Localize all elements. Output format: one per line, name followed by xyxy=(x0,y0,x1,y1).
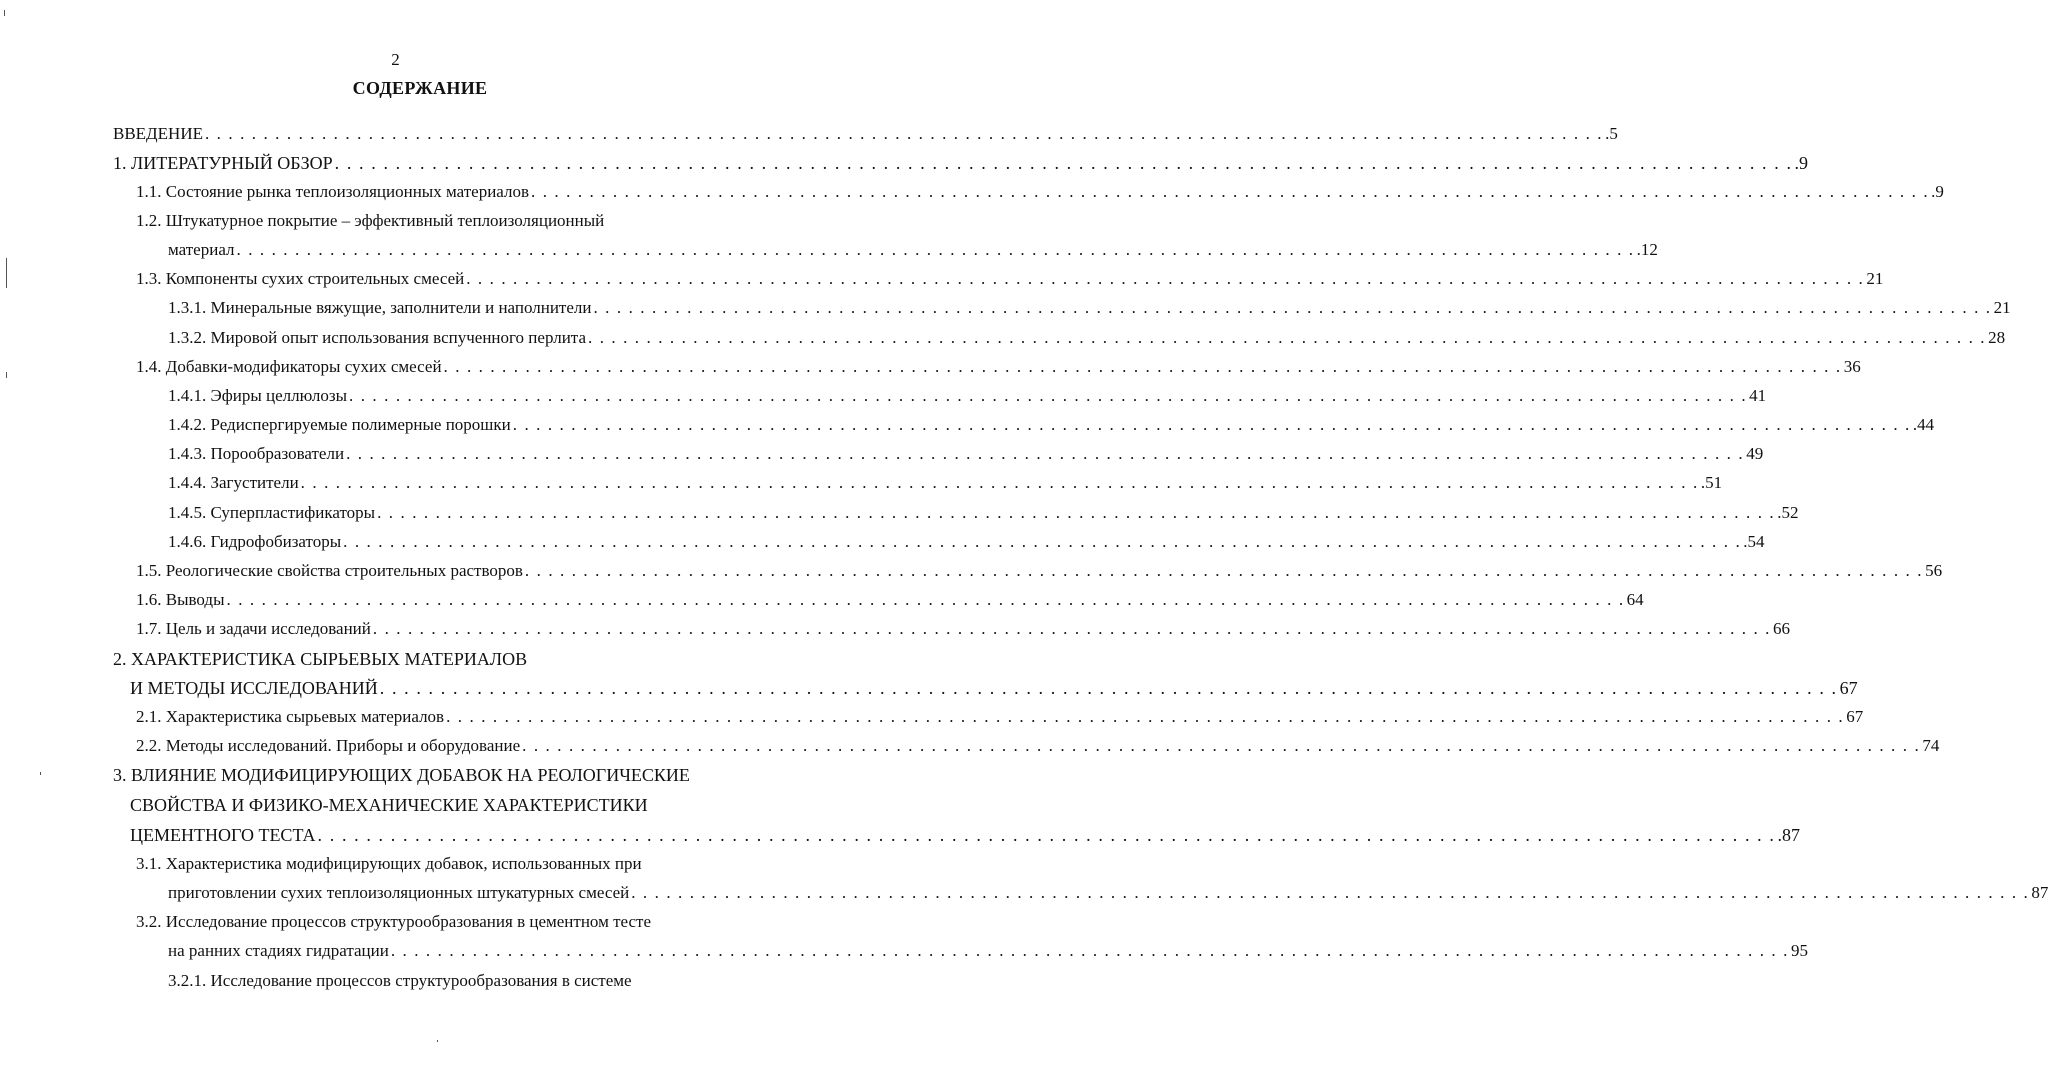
toc-page-number: 49 xyxy=(1746,444,1764,463)
toc-leader-dots: . . . . . . . . . . . . . . . . . . . . . . . . . . . . . . . . . . . . . . . . . . . . . . . . . . . . . . . . . . . . . . . . . . . . . . . . . . . . . . . . . . . . . . . . . . . . . . . . . . . . . . . . . . . . . . . . . . . . . . . . xyxy=(593,298,1992,317)
toc-page-number: 41 xyxy=(1749,386,1767,405)
toc-entry xyxy=(168,969,632,993)
toc-entry-title: 3.2.1. Исследование процессов структурообразования в системе xyxy=(168,971,632,990)
toc-page-number: 95 xyxy=(1790,941,1808,960)
toc-entry-title: 1.3.2. Мировой опыт использования вспученного перлита xyxy=(168,328,586,347)
toc-page-number: 28 xyxy=(1988,328,2006,347)
toc-entry xyxy=(113,763,690,787)
toc-entry-title: И МЕТОДЫ ИССЛЕДОВАНИЙ xyxy=(130,678,378,698)
page-number: 2 xyxy=(391,50,400,69)
toc-entry xyxy=(130,823,1800,847)
toc-leader-dots: . . . . . . . . . . . . . . . . . . . . . . . . . . . . . . . . . . . . . . . . . . . . . . . . . . . . . . . . . . . . . . . . . . . . . . . . . . . . . . . . . . . . . . . . . . . . . . . . . . . . . . . . . . . . . . . . . . . . . . . . xyxy=(466,269,1865,288)
toc-entry-title: 3. ВЛИЯНИЕ МОДИФИЦИРУЮЩИХ ДОБАВОК НА РЕОЛОГИЧЕСКИЕ xyxy=(113,765,690,785)
toc-entry-title: 1. ЛИТЕРАТУРНЫЙ ОБЗОР xyxy=(113,153,333,173)
page-title: СОДЕРЖАНИЕ xyxy=(352,78,488,98)
toc-leader-dots: . . . . . . . . . . . . . . . . . . . . . . . . . . . . . . . . . . . . . . . . . . . . . . . . . . . . . . . . . . . . . . . . . . . . . . . . . . . . . . . . . . . . . . . . . . . . . . . . . . . . . . . . . . . . . . . . . . . . . . . . xyxy=(346,444,1745,463)
toc-entry-title: 2.2. Методы исследований. Приборы и оборудование xyxy=(136,736,521,755)
toc-leader-dots: . . . . . . . . . . . . . . . . . . . . . . . . . . . . . . . . . . . . . . . . . . . . . . . . . . . . . . . . . . . . . . . . . . . . . . . . . . . . . . . . . . . . . . . . . . . . . . . . . . . . . . . . . . . . . . . . . . . . . . . . xyxy=(334,153,1793,173)
toc-entry xyxy=(136,180,1944,204)
toc-leader-dots: . . . . . . . . . . . . . . . . . . . . . . . . . . . . . . . . . . . . . . . . . . . . . . . . . . . . . . . . . . . . . . . . . . . . . . . . . . . . . . . . . . . . . . . . . . . . . . . . . . . . . . . . . . . . . . . . . . . . . . . . xyxy=(377,503,1776,522)
toc-entry xyxy=(136,267,1884,291)
toc-entry xyxy=(136,209,604,233)
toc-page-number: 36 xyxy=(1843,357,1861,376)
toc-entry xyxy=(168,501,1799,525)
toc-entry-title: приготовлении сухих теплоизоляционных штукатурных смесей xyxy=(168,883,630,902)
toc-entry xyxy=(113,647,527,671)
toc-entry xyxy=(168,384,1767,408)
scan-mark xyxy=(6,372,7,378)
toc-entry-title: 1.6. Выводы xyxy=(136,590,225,609)
toc-page-number: .12 xyxy=(1636,240,1658,259)
toc-entry-title: 1.3. Компоненты сухих строительных смесей xyxy=(136,269,465,288)
toc-entry-title: 2. ХАРАКТЕРИСТИКА СЫРЬЕВЫХ МАТЕРИАЛОВ xyxy=(113,649,528,669)
toc-entry xyxy=(113,122,1618,146)
toc-page-number: 21 xyxy=(1993,298,2011,317)
scan-mark xyxy=(4,10,5,16)
toc-leader-dots: . . . . . . . . . . . . . . . . . . . . . . . . . . . . . . . . . . . . . . . . . . . . . . . . . . . . . . . . . . . . . . . . . . . . . . . . . . . . . . . . . . . . . . . . . . . . . . . . . . . . . . . . . . . . . . . . . . . . . . . . xyxy=(390,941,1789,960)
toc-page-number: .5 xyxy=(1605,124,1618,143)
toc-entry xyxy=(136,705,1864,729)
toc-entry xyxy=(136,617,1791,641)
toc-page-number: .9 xyxy=(1794,153,1809,173)
toc-page-number: 67 xyxy=(1839,678,1858,698)
toc-entry-title: СВОЙСТВА И ФИЗИКО-МЕХАНИЧЕСКИЕ ХАРАКТЕРИСТИКИ xyxy=(130,795,648,815)
toc-leader-dots: . . . . . . . . . . . . . . . . . . . . . . . . . . . . . . . . . . . . . . . . . . . . . . . . . . . . . . . . . . . . . . . . . . . . . . . . . . . . . . . . . . . . . . . . . . . . . . . . . . . . . . . . . . . . . . . . . . . . . . . . xyxy=(446,707,1845,726)
toc-page-number: 21 xyxy=(1866,269,1884,288)
toc-entry xyxy=(136,910,651,934)
toc-entry xyxy=(168,296,2011,320)
toc-entry xyxy=(168,471,1723,495)
toc-page-number: .87 xyxy=(1777,825,1800,845)
toc-leader-dots: . . . . . . . . . . . . . . . . . . . . . . . . . . . . . . . . . . . . . . . . . . . . . . . . . . . . . . . . . . . . . . . . . . . . . . . . . . . . . . . . . . . . . . . . . . . . . . . . . . . . . . . . . . . . . . . . . . . . . . . . xyxy=(204,124,1604,143)
toc-page-number: 66 xyxy=(1773,619,1791,638)
toc-entry-title: 1.5. Реологические свойства строительных растворов xyxy=(136,561,523,580)
toc-entry-title: ВВЕДЕНИЕ xyxy=(113,124,203,143)
toc-entry xyxy=(168,413,1935,437)
toc-entry-title: 1.4. Добавки-модификаторы сухих смесей xyxy=(136,357,442,376)
toc-leader-dots: . . . . . . . . . . . . . . . . . . . . . . . . . . . . . . . . . . . . . . . . . . . . . . . . . . . . . . . . . . . . . . . . . . . . . . . . . . . . . . . . . . . . . . . . . . . . . . . . . . . . . . . . . . . . . . . . . . . . . . . . xyxy=(300,473,1699,492)
toc-leader-dots: . . . . . . . . . . . . . . . . . . . . . . . . . . . . . . . . . . . . . . . . . . . . . . . . . . . . . . . . . . . . . . . . . . . . . . . . . . . . . . . . . . . . . . . . . . . . . . . . . . . . . . . . . . . . . . . . . . . . . . . . xyxy=(379,678,1838,698)
toc-leader-dots: . . . . . . . . . . . . . . . . . . . . . . . . . . . . . . . . . . . . . . . . . . . . . . . . . . . . . . . . . . . . . . . . . . . . . . . . . . . . . . . . . . . . . . . . . . . . . . . . . . . . . . . . . . . . . . . . . . . . . . . . xyxy=(443,357,1842,376)
toc-entry-title: 1.4.6. Гидрофобизаторы xyxy=(168,532,342,551)
toc-entry xyxy=(136,559,1943,583)
toc-entry-title: 3.1. Характеристика модифицирующих добавок, использованных при xyxy=(136,854,642,873)
toc-entry xyxy=(136,852,642,876)
toc-leader-dots: . . . . . . . . . . . . . . . . . . . . . . . . . . . . . . . . . . . . . . . . . . . . . . . . . . . . . . . . . . . . . . . . . . . . . . . . . . . . . . . . . . . . . . . . . . . . . . . . . . . . . . . . . . . . . . . . . . . . . . . . xyxy=(512,415,1911,434)
toc-page-number: 64 xyxy=(1626,590,1644,609)
toc-entry-title: 1.4.5. Суперпластификаторы xyxy=(168,503,376,522)
toc-entry xyxy=(168,530,1765,554)
toc-entry-title: 3.2. Исследование процессов структурообразования в цементном тесте xyxy=(136,912,652,931)
toc-page-number: .44 xyxy=(1912,415,1935,434)
toc-leader-dots: . . . . . . . . . . . . . . . . . . . . . . . . . . . . . . . . . . . . . . . . . . . . . . . . . . . . . . . . . . . . . . . . . . . . . . . . . . . . . . . . . . . . . . . . . . . . . . . . . . . . . . . . . . . . . . . . . . . . . . . . xyxy=(631,883,2030,902)
toc-page-number: 56 xyxy=(1925,561,1943,580)
toc-leader-dots: . . . . . . . . . . . . . . . . . . . . . . . . . . . . . . . . . . . . . . . . . . . . . . . . . . . . . . . . . . . . . . . . . . . . . . . . . . . . . . . . . . . . . . . . . . . . . . . . . . . . . . . . . . . . . . . . . . . . . . . . xyxy=(522,736,1921,755)
toc-leader-dots: . . . . . . . . . . . . . . . . . . . . . . . . . . . . . . . . . . . . . . . . . . . . . . . . . . . . . . . . . . . . . . . . . . . . . . . . . . . . . . . . . . . . . . . . . . . . . . . . . . . . . . . . . . . . . . . . . . . . . . . . xyxy=(317,825,1776,845)
toc-entry-title: материал xyxy=(168,240,235,259)
toc-entry xyxy=(130,793,648,817)
toc-entry-title: 1.2. Штукатурное покрытие – эффективный теплоизоляционный xyxy=(136,211,605,230)
toc-leader-dots: . . . . . . . . . . . . . . . . . . . . . . . . . . . . . . . . . . . . . . . . . . . . . . . . . . . . . . . . . . . . . . . . . . . . . . . . . . . . . . . . . . . . . . . . . . . . . . . . . . . . . . . . . . . . . . . . . . . . . . . . xyxy=(524,561,1924,580)
toc-entry xyxy=(130,676,1858,700)
toc-entry xyxy=(168,939,1808,963)
toc-entry-title: 1.1. Состояние рынка теплоизоляционных материалов xyxy=(136,182,530,201)
scan-mark xyxy=(6,258,7,288)
toc-leader-dots: . . . . . . . . . . . . . . . . . . . . . . . . . . . . . . . . . . . . . . . . . . . . . . . . . . . . . . . . . . . . . . . . . . . . . . . . . . . . . . . . . . . . . . . . . . . . . . . . . . . . . . . . . . . . . . . . . . . . . . . . xyxy=(349,386,1748,405)
toc-entry xyxy=(136,588,1644,612)
toc-entry-title: 1.4.1. Эфиры целлюлозы xyxy=(168,386,348,405)
toc-leader-dots: . . . . . . . . . . . . . . . . . . . . . . . . . . . . . . . . . . . . . . . . . . . . . . . . . . . . . . . . . . . . . . . . . . . . . . . . . . . . . . . . . . . . . . . . . . . . . . . . . . . . . . . . . . . . . . . . . . . . . . . . xyxy=(236,240,1635,259)
toc-page-number: 67 xyxy=(1846,707,1864,726)
toc-page-number: 87 xyxy=(2031,883,2048,902)
toc-entry-title: 2.1. Характеристика сырьевых материалов xyxy=(136,707,445,726)
toc-leader-dots: . . . . . . . . . . . . . . . . . . . . . . . . . . . . . . . . . . . . . . . . . . . . . . . . . . . . . . . . . . . . . . . . . . . . . . . . . . . . . . . . . . . . . . . . . . . . . . . . . . . . . . . . . . . . . . . . . . . . . . . . xyxy=(343,532,1742,551)
toc-entry-title: 1.4.2. Редиспергируемые полимерные порошки xyxy=(168,415,511,434)
toc-entry-title: 1.3.1. Минеральные вяжущие, заполнители и наполнители xyxy=(168,298,592,317)
scan-mark xyxy=(40,772,41,775)
toc-page-number: .9 xyxy=(1931,182,1944,201)
toc-entry xyxy=(136,734,1940,758)
toc-leader-dots: . . . . . . . . . . . . . . . . . . . . . . . . . . . . . . . . . . . . . . . . . . . . . . . . . . . . . . . . . . . . . . . . . . . . . . . . . . . . . . . . . . . . . . . . . . . . . . . . . . . . . . . . . . . . . . . . . . . . . . . . xyxy=(531,182,1930,201)
toc-page-number: .51 xyxy=(1700,473,1723,492)
toc-entry xyxy=(168,442,1764,466)
toc-entry xyxy=(168,881,2048,905)
toc-leader-dots: . . . . . . . . . . . . . . . . . . . . . . . . . . . . . . . . . . . . . . . . . . . . . . . . . . . . . . . . . . . . . . . . . . . . . . . . . . . . . . . . . . . . . . . . . . . . . . . . . . . . . . . . . . . . . . . . . . . . . . . . xyxy=(372,619,1772,638)
toc-page-number: .54 xyxy=(1743,532,1765,551)
toc-entry-title: ЦЕМЕНТНОГО ТЕСТА xyxy=(130,825,316,845)
toc-leader-dots: . . . . . . . . . . . . . . . . . . . . . . . . . . . . . . . . . . . . . . . . . . . . . . . . . . . . . . . . . . . . . . . . . . . . . . . . . . . . . . . . . . . . . . . . . . . . . . . . . . . . . . . . . . . . . . . . . . . . . . . . xyxy=(588,328,1987,347)
toc-entry-title: 1.4.3. Порообразователи xyxy=(168,444,345,463)
toc-entry-title: на ранних стадиях гидратации xyxy=(168,941,389,960)
toc-entry xyxy=(168,326,2006,350)
toc-page-number: 74 xyxy=(1922,736,1940,755)
toc-entry-title: 1.4.4. Загустители xyxy=(168,473,299,492)
toc-entry xyxy=(136,355,1861,379)
scan-mark xyxy=(437,1040,438,1042)
toc-entry xyxy=(168,238,1658,262)
toc-entry-title: 1.7. Цель и задачи исследований xyxy=(136,619,371,638)
toc-entry xyxy=(113,151,1809,175)
toc-leader-dots: . . . . . . . . . . . . . . . . . . . . . . . . . . . . . . . . . . . . . . . . . . . . . . . . . . . . . . . . . . . . . . . . . . . . . . . . . . . . . . . . . . . . . . . . . . . . . . . . . . . . . . . . . . . . . . . . . . . . . . . . xyxy=(226,590,1625,609)
toc-page-number: .52 xyxy=(1777,503,1799,522)
